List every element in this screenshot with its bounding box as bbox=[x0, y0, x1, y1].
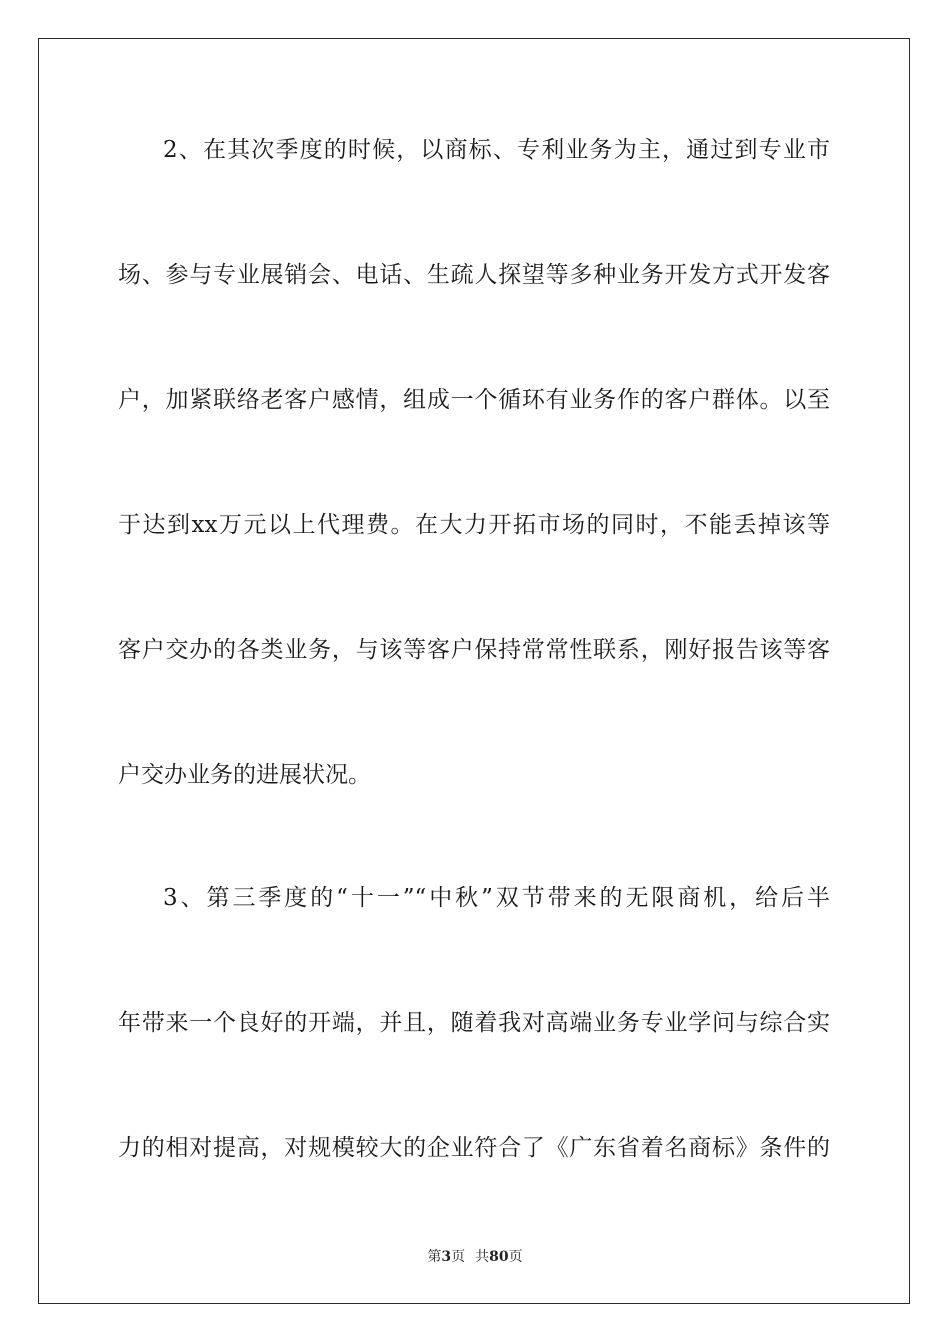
total-suffix: 页 bbox=[508, 1249, 523, 1265]
page-border bbox=[38, 38, 910, 1304]
page-prefix: 第 bbox=[427, 1249, 442, 1265]
paragraph-1-line-3: 户，加紧联络老客户感情，组成一个循环有业务作的客户群体。以至 bbox=[118, 387, 830, 413]
total-prefix: 共 bbox=[475, 1249, 490, 1265]
paragraph-1-line-2: 场、参与专业展销会、电话、生疏人探望等多种业务开发方式开发客 bbox=[118, 262, 830, 288]
page-footer bbox=[0, 1248, 950, 1266]
paragraph-1-line-5: 客户交办的各类业务，与该等客户保持常常性联系，刚好报告该等客 bbox=[118, 637, 830, 663]
paragraph-1-line-1: 2、在其次季度的时候，以商标、专利业务为主，通过到专业市 bbox=[163, 137, 830, 163]
total-pages: 80 bbox=[489, 1249, 509, 1265]
paragraph-1-line-6: 户交办业务的进展状况。 bbox=[118, 762, 371, 788]
paragraph-2-line-2: 年带来一个良好的开端，并且，随着我对高端业务专业学问与综合实 bbox=[118, 1010, 830, 1036]
paragraph-2-line-1: 3、第三季度的“十一”“中秋”双节带来的无限商机，给后半 bbox=[163, 885, 830, 911]
paragraph-2-line-3: 力的相对提高，对规模较大的企业符合了《广东省着名商标》条件的 bbox=[118, 1135, 830, 1161]
page-number: 3 bbox=[441, 1249, 452, 1265]
paragraph-1-line-4: 于达到xx万元以上代理费。在大力开拓市场的同时，不能丢掉该等 bbox=[118, 512, 830, 538]
page-suffix: 页 bbox=[451, 1249, 466, 1265]
